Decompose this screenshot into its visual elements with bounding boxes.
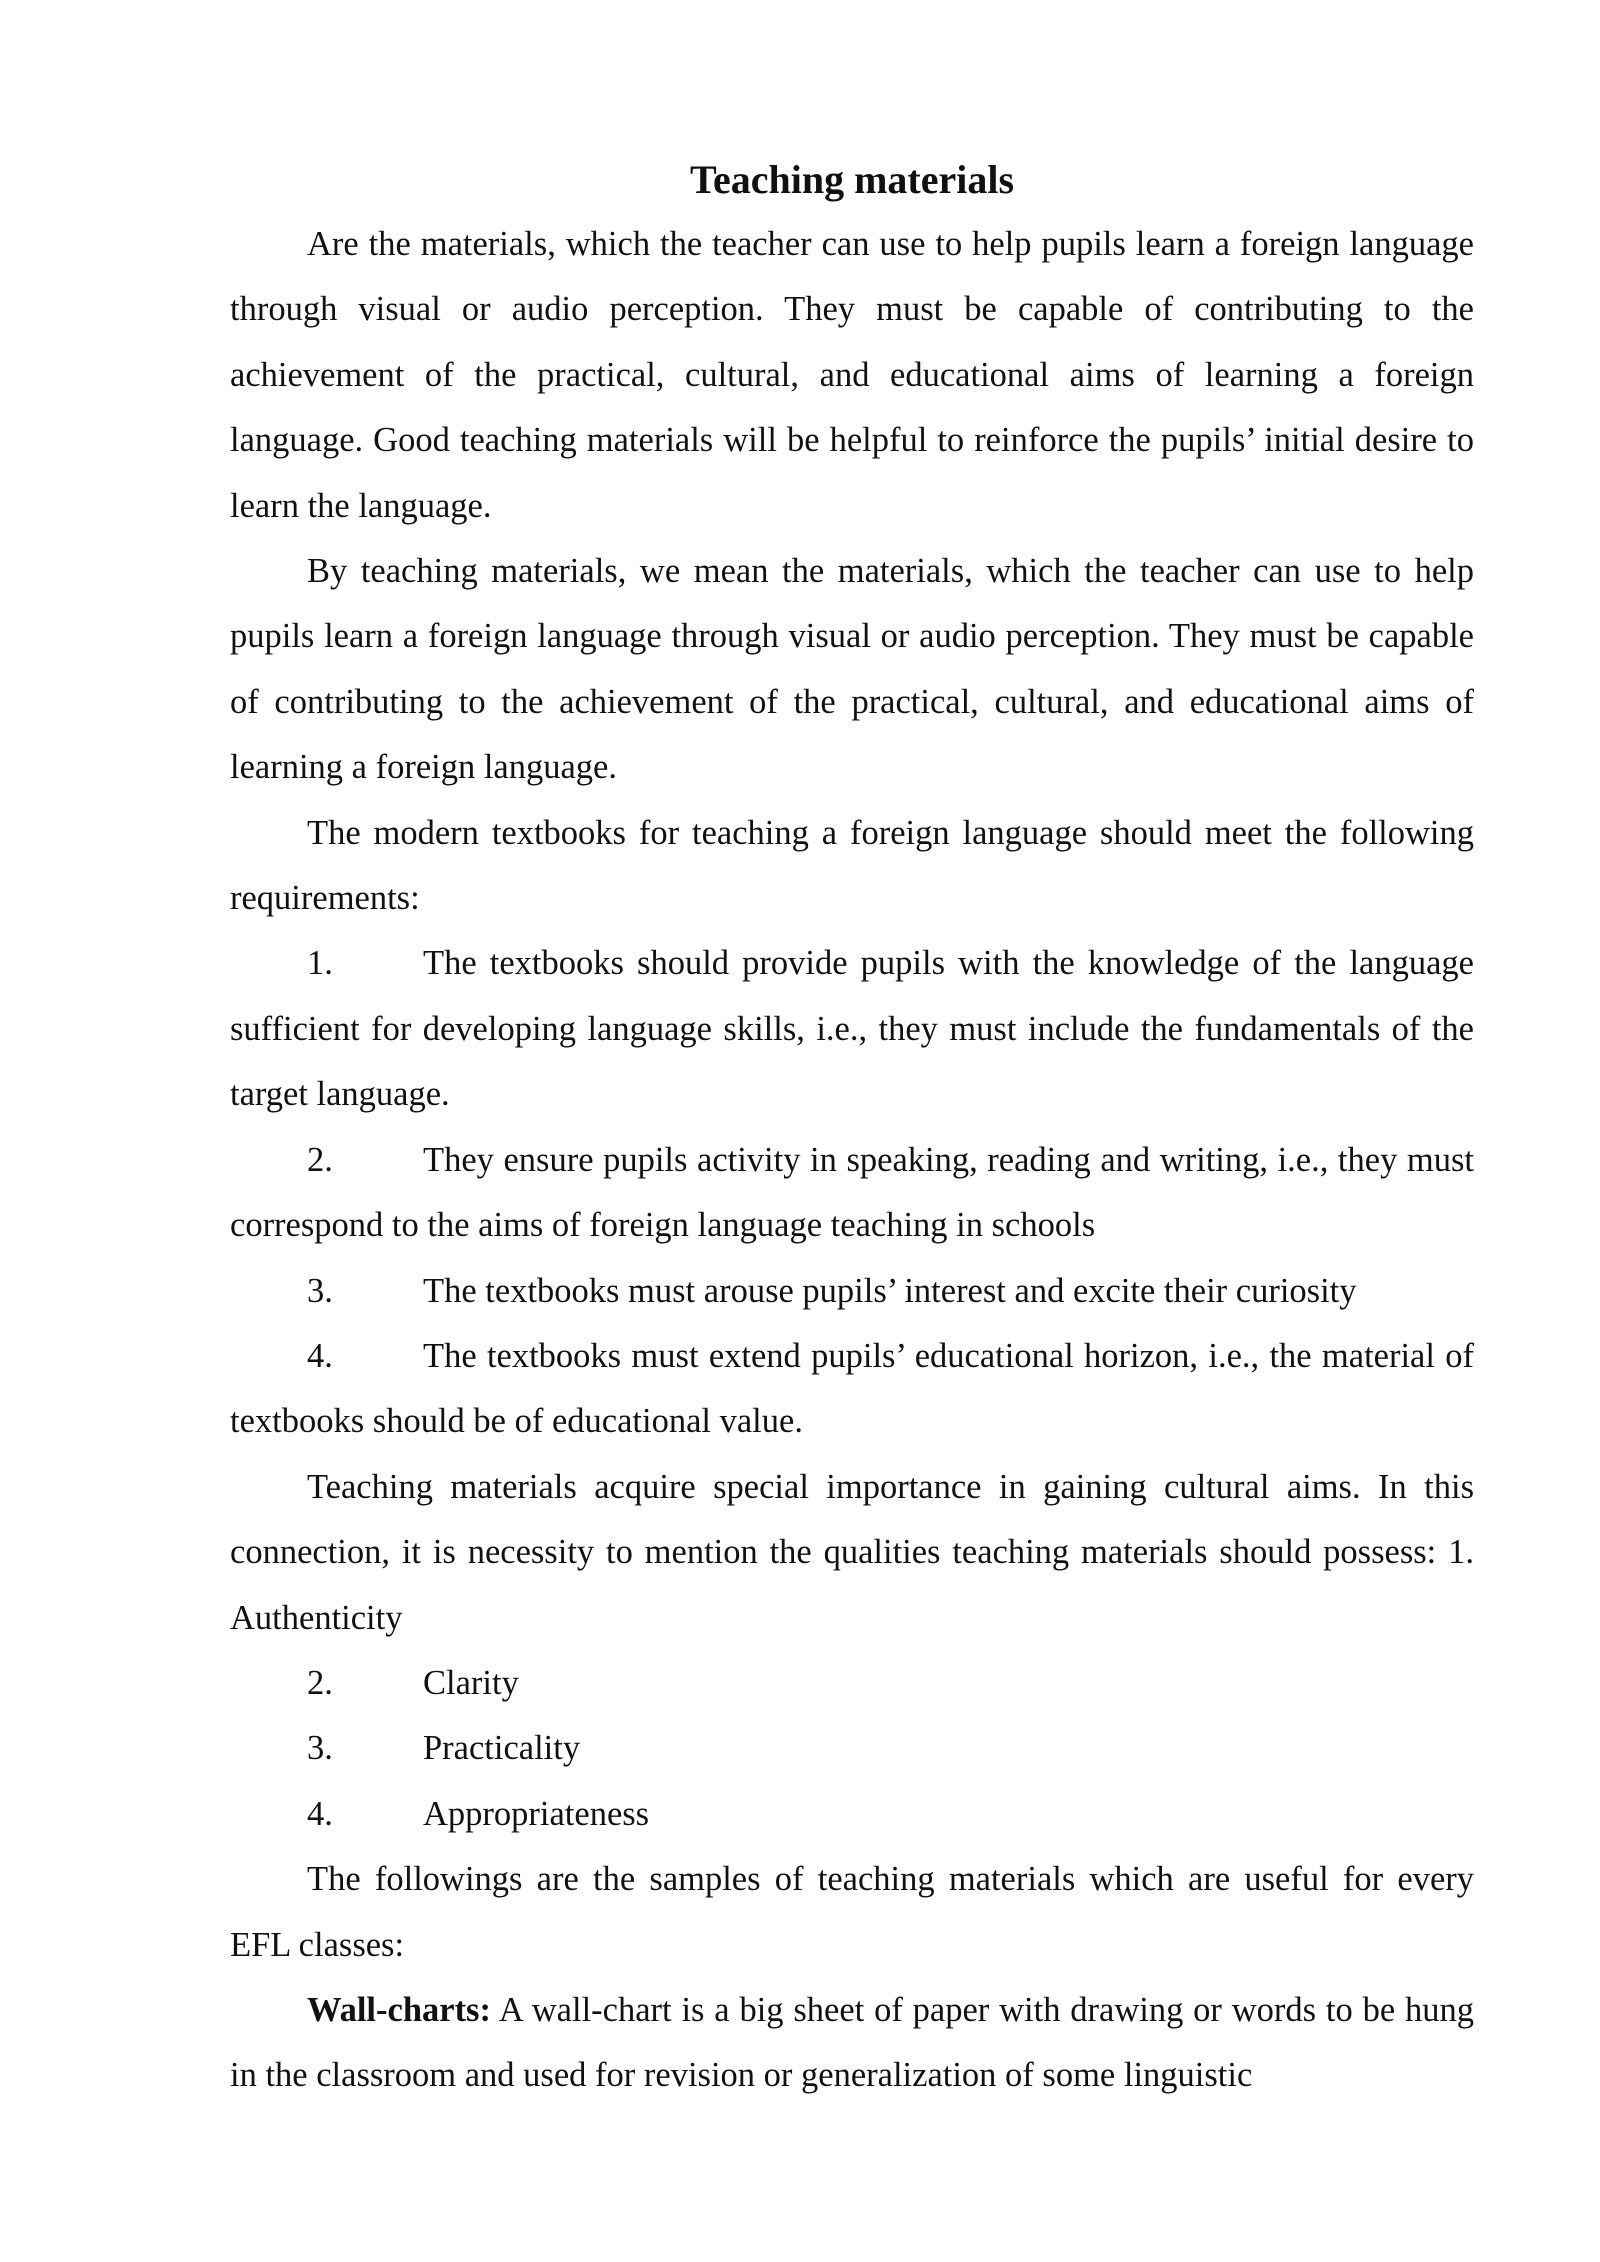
quality-item-2 <box>230 1651 1474 1716</box>
list-number: 3. <box>307 1271 333 1310</box>
paragraph-samples: The followings are the samples of teaching materials which are useful for every EFL classes: <box>230 1860 1474 1964</box>
page-title: Teaching materials <box>689 157 1015 202</box>
list-text: The textbooks should provide pupils with the knowledge of the language sufficient for developing language skills, i.e., they must include the fundamentals of the target language. <box>230 944 1474 1114</box>
paragraph-meaning: By teaching materials, we mean the materials, which the teacher can use to help pupils learn a foreign language through visual or audio perception. They must be capable of contributing to the achievement of the practical, cultural, and educational aims of learning a foreign language. <box>230 552 1474 787</box>
quality-item-3 <box>230 1716 1474 1781</box>
list-text: Clarity <box>423 1663 519 1702</box>
list-number: 2. <box>307 1140 333 1179</box>
list-text: The textbooks must extend pupils’ educational horizon, i.e., the material of textbooks should be of educational value. <box>230 1336 1474 1441</box>
paragraph-definition: Are the materials, which the teacher can use to help pupils learn a foreign language through visual or audio perception. They must be capable of contributing to the achievement of the practical, cultural, and educational aims of learning a foreign language. Good teaching materials will be helpful to reinforce the pupils’ initial desire to learn the language. <box>230 225 1474 525</box>
paragraph-wall-charts <box>230 1978 1474 2109</box>
list-text: Practicality <box>423 1729 581 1768</box>
list-number: 4. <box>307 1336 333 1375</box>
term-wall-charts: Wall-charts: <box>307 1990 491 2029</box>
requirement-item-2 <box>230 1128 1474 1259</box>
list-number: 3. <box>307 1729 333 1768</box>
list-text: The textbooks must arouse pupils’ interest and excite their curiosity <box>423 1271 1357 1310</box>
requirement-item-1 <box>230 931 1474 1127</box>
requirement-item-3 <box>230 1259 1474 1324</box>
paragraph-requirements-intro: The modern textbooks for teaching a foreign language should meet the following requirements: <box>230 813 1474 918</box>
paragraph-qualities: Teaching materials acquire special importance in gaining cultural aims. In this connection, it is necessity to mention the qualities teaching materials should possess: 1. Authenticity <box>230 1467 1474 1637</box>
list-text: Appropriateness <box>423 1794 650 1833</box>
wall-charts-text: A wall-chart is a big sheet of paper with drawing or words to be hung in the classroom and used for revision or generalization of some linguistic <box>230 1990 1474 2095</box>
list-number: 4. <box>307 1794 333 1833</box>
document-page <box>230 148 1474 2109</box>
requirement-item-4 <box>230 1324 1474 1455</box>
list-number: 2. <box>307 1663 333 1702</box>
list-number: 1. <box>307 944 333 983</box>
list-text: They ensure pupils activity in speaking, reading and writing, i.e., they must correspond to the aims of foreign language teaching in schools <box>230 1140 1474 1245</box>
quality-item-4 <box>230 1782 1474 1847</box>
